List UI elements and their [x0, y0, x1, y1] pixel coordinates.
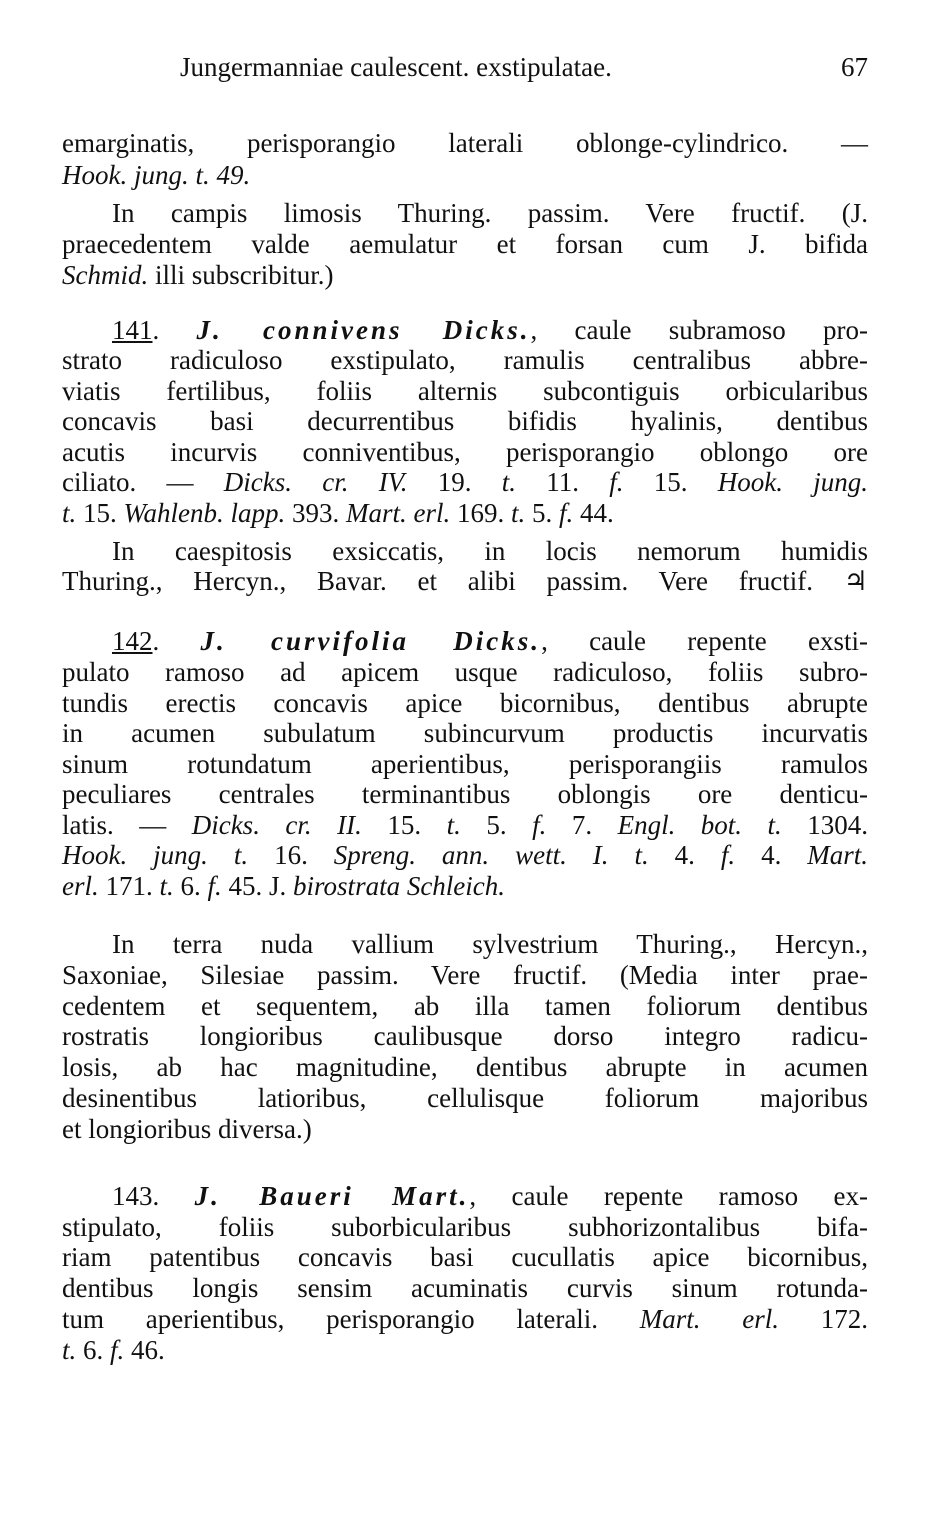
- text-segment: strato radiculoso exstipulato, ramulis centralibus abbre-: [62, 345, 868, 375]
- text-segment: 45. J.: [221, 871, 294, 901]
- text-segment: Dicks. cr. II.: [191, 810, 362, 840]
- text-line: [62, 718, 868, 749]
- text-segment: peculiares centrales terminantibus oblongis ore denticu-: [62, 779, 868, 809]
- running-title: Jungermanniae caulescent. exstipulatae.: [180, 52, 612, 82]
- text-segment: latis. —: [62, 810, 192, 840]
- text-line: [62, 749, 868, 780]
- text-line: [62, 160, 868, 191]
- text-segment: stipulato, foliis suborbicularibus subhorizontalibus bifa-: [62, 1212, 868, 1242]
- text-line: [62, 1242, 868, 1273]
- text-segment: In caespitosis exsiccatis, in locis nemorum humidis: [112, 536, 868, 566]
- text-segment: .: [152, 315, 197, 345]
- text-segment: 15.: [76, 498, 124, 528]
- text-segment: f.: [207, 871, 222, 901]
- text-line: [62, 345, 868, 376]
- text-segment: 143.: [112, 1181, 195, 1211]
- text-segment: f.: [110, 1335, 125, 1365]
- text-segment: 1304.: [781, 810, 869, 840]
- text-line: [62, 128, 868, 159]
- text-segment: t.: [501, 467, 516, 497]
- species-name: J. curvifolia Dicks.: [200, 626, 542, 656]
- text-segment: Dicks. cr. IV.: [223, 467, 408, 497]
- text-segment: cedentem et sequentem, ab illa tamen foliorum dentibus: [62, 991, 868, 1021]
- text-line: [62, 498, 868, 529]
- text-segment: f.: [720, 840, 736, 870]
- text-line: [62, 566, 868, 597]
- text-segment: Mart. erl.: [346, 498, 451, 528]
- text-segment: 15.: [623, 467, 718, 497]
- text-segment: viatis fertilibus, foliis alternis subcontiguis orbicularibus: [62, 376, 868, 406]
- text-segment: 169.: [450, 498, 512, 528]
- text-segment: et longioribus diversa.): [62, 1114, 312, 1144]
- text-segment: Hook. jung. t.: [62, 840, 249, 870]
- text-line: [62, 1021, 868, 1052]
- text-line: [62, 1304, 868, 1335]
- species-name: J. Baueri Mart.: [194, 1181, 470, 1211]
- text-segment: sinum rotundatum aperientibus, perisporangiis ramulos: [62, 749, 868, 779]
- text-line: [62, 871, 868, 902]
- text-segment: Saxoniae, Silesiae passim. Vere fructif. (Media inter prae-: [62, 960, 868, 990]
- text-segment: 44.: [573, 498, 614, 528]
- text-segment: concavis basi decurrentibus bifidis hyalinis, dentibus: [62, 406, 868, 436]
- text-segment: tundis erectis concavis apice bicornibus, dentibus abrupte: [62, 688, 868, 718]
- text-segment: Schmid.: [62, 260, 149, 290]
- text-segment: Engl. bot. t.: [617, 810, 782, 840]
- text-segment: tum aperientibus, perisporangio laterali.: [62, 1304, 640, 1334]
- text-segment: acutis incurvis conniventibus, perisporangio oblongo ore: [62, 437, 868, 467]
- text-segment: t.: [62, 1335, 77, 1365]
- text-segment: 46.: [124, 1335, 165, 1365]
- text-line: [62, 657, 868, 688]
- text-segment: 16.: [248, 840, 334, 870]
- text-segment: 5.: [460, 810, 533, 840]
- text-line: [112, 929, 868, 960]
- text-segment: birostrata Schleich.: [293, 871, 506, 901]
- text-line: [112, 315, 868, 346]
- text-line: [62, 960, 868, 991]
- text-segment: 6.: [173, 871, 208, 901]
- text-segment: 4.: [735, 840, 808, 870]
- text-line: [62, 1335, 868, 1366]
- text-line: [62, 467, 868, 498]
- text-segment: 7.: [546, 810, 618, 840]
- text-segment: rostratis longioribus caulibusque dorso integro radicu-: [62, 1021, 868, 1051]
- text-line: [62, 810, 868, 841]
- text-segment: 4.: [648, 840, 721, 870]
- text-segment: Spreng. ann. wett. I. t.: [333, 840, 649, 870]
- text-segment: 19.: [407, 467, 502, 497]
- text-segment: In campis limosis Thuring. passim. Vere fructif. (J.: [112, 198, 868, 228]
- text-segment: t.: [446, 810, 461, 840]
- species-name: J. connivens Dicks.: [196, 315, 531, 345]
- text-segment: In terra nuda vallium sylvestrium Thuring., Hercyn.,: [112, 929, 868, 959]
- text-line: [112, 626, 868, 657]
- text-segment: erl.: [62, 871, 99, 901]
- text-line: [62, 260, 868, 291]
- text-segment: dentibus longis sensim acuminatis curvis sinum rotunda-: [62, 1273, 868, 1303]
- text-segment: 6.: [76, 1335, 111, 1365]
- running-header: [180, 52, 868, 83]
- text-segment: pulato ramoso ad apicem usque radiculoso, foliis subro-: [62, 657, 868, 687]
- text-segment: f.: [609, 467, 624, 497]
- text-line: [62, 229, 868, 260]
- text-segment: illi subscribitur.): [148, 260, 334, 290]
- text-segment: , caule subramoso pro-: [530, 315, 869, 345]
- text-segment: in acumen subulatum subincurvum productis incurvatis: [62, 718, 868, 748]
- text-line: [112, 198, 868, 229]
- page-number: 67: [841, 52, 868, 82]
- text-segment: emarginatis, perisporangio laterali oblonge-cylindrico. —: [62, 128, 868, 158]
- text-line: [112, 1181, 868, 1212]
- text-line: [62, 376, 868, 407]
- text-line: [62, 1114, 868, 1145]
- text-segment: ciliato. —: [62, 467, 224, 497]
- text-segment: Thuring., Hercyn., Bavar. et alibi passim. Vere fructif. ♃: [62, 566, 868, 596]
- text-line: [62, 1083, 868, 1114]
- text-line: [62, 1273, 868, 1304]
- text-segment: 15.: [361, 810, 447, 840]
- text-line: [62, 688, 868, 719]
- text-segment: t.: [62, 498, 77, 528]
- text-segment: , caule repente ramoso ex-: [469, 1181, 868, 1211]
- text-line: [62, 1212, 868, 1243]
- entry-number: 142: [112, 626, 153, 656]
- text-segment: t.: [511, 498, 526, 528]
- text-segment: praecedentem valde aemulatur et forsan cum J. bifida: [62, 229, 868, 259]
- text-line: [62, 437, 868, 468]
- text-segment: f.: [559, 498, 574, 528]
- text-segment: Hook. jung. t. 49.: [62, 160, 251, 190]
- text-segment: 171.: [98, 871, 160, 901]
- text-segment: 5.: [525, 498, 560, 528]
- text-segment: .: [152, 626, 201, 656]
- text-line: [62, 406, 868, 437]
- text-segment: Mart. erl.: [639, 1304, 780, 1334]
- entry-number: 141: [112, 315, 153, 345]
- text-segment: f.: [532, 810, 547, 840]
- text-segment: losis, ab hac magnitudine, dentibus abrupte in acumen: [62, 1052, 868, 1082]
- text-segment: 11.: [516, 467, 610, 497]
- text-segment: 393.: [285, 498, 347, 528]
- text-line: [62, 779, 868, 810]
- text-line: [62, 1052, 868, 1083]
- text-segment: riam patentibus concavis basi cucullatis apice bicornibus,: [62, 1242, 868, 1272]
- text-segment: Wahlenb. lapp.: [123, 498, 286, 528]
- text-segment: t.: [159, 871, 174, 901]
- text-line: [112, 536, 868, 567]
- text-segment: Mart.: [807, 840, 868, 870]
- text-line: [62, 991, 868, 1022]
- text-segment: Hook. jung.: [717, 467, 869, 497]
- text-segment: 172.: [779, 1304, 869, 1334]
- text-line: [62, 840, 868, 871]
- text-segment: desinentibus latioribus, cellulisque foliorum majoribus: [62, 1083, 868, 1113]
- text-segment: , caule repente exsti-: [541, 626, 869, 656]
